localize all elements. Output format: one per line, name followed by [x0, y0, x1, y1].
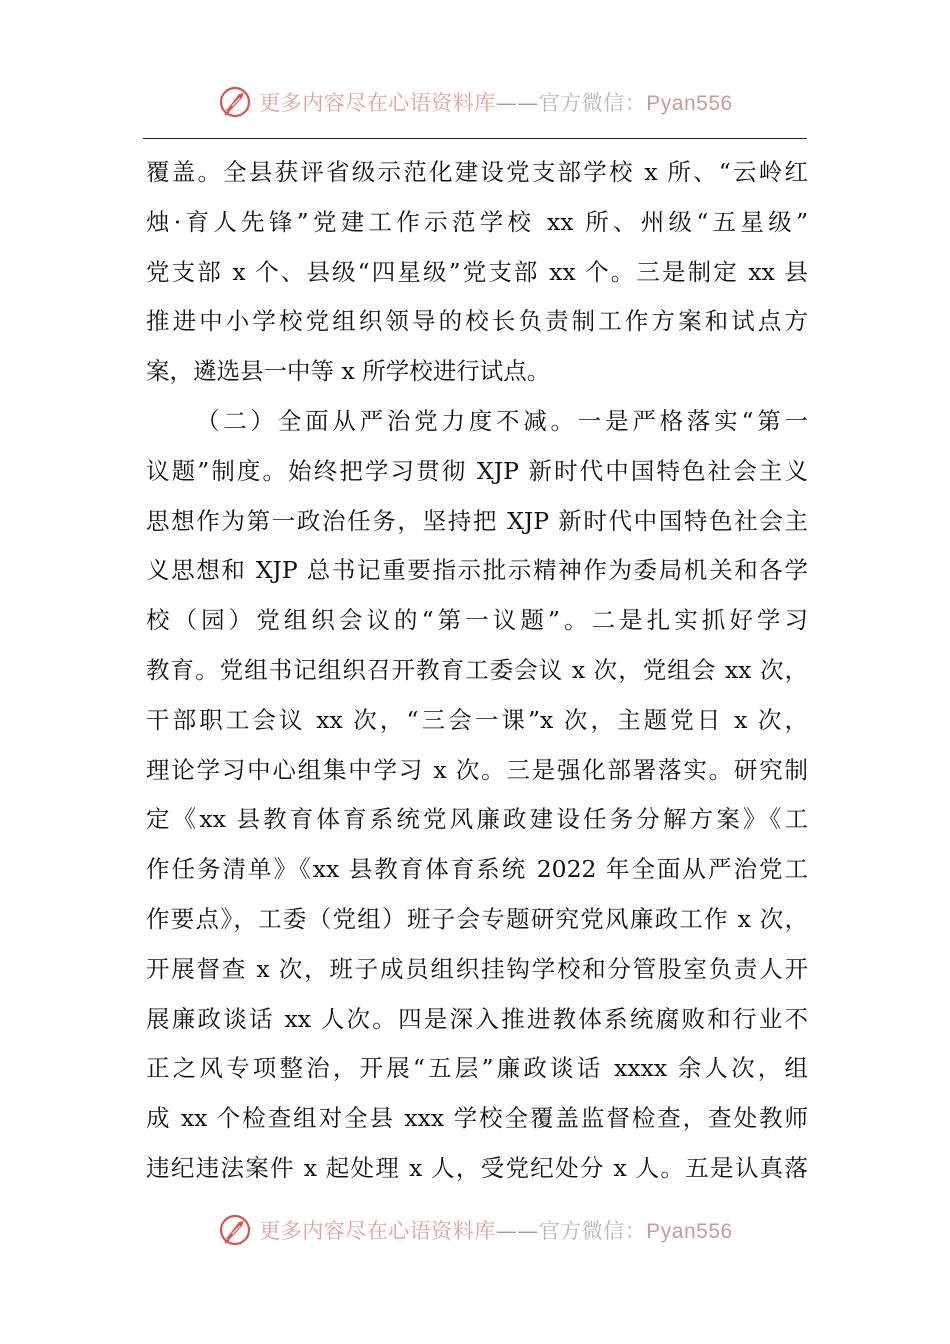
watermark-wechat-id: Pyan556 — [646, 1220, 733, 1243]
header-watermark — [0, 82, 950, 122]
text-line: 教育。党组书记组织召开教育工委会议 x 次，党组会 xx 次， — [146, 655, 808, 684]
text-line: 覆盖。全县获评省级示范化建设党支部学校 x 所、“云岭红 — [146, 158, 808, 186]
quill-logo-icon — [217, 1212, 253, 1248]
watermark-site-text: 更多内容尽在心语资料库 — [259, 91, 496, 115]
text-line: 正之风专项整治，开展“五层”廉政谈话 xxxx 余人次，组 — [146, 1054, 808, 1083]
text-line: 校（园）党组织会议的“第一议题”。二是扎实抓好学习 — [146, 606, 808, 635]
text-line: 作要点》，工委（党组）班子会专题研究党风廉政工作 x 次， — [146, 904, 808, 933]
text-line: 推进中小学校党组织领导的校长负责制工作方案和试点方 — [146, 307, 808, 336]
text-line: 违纪违法案件 x 起处理 x 人，受党纪处分 x 人。五是认真落 — [146, 1153, 808, 1182]
footer-watermark — [0, 1210, 950, 1250]
text-line: 成 xx 个检查组对全县 xxx 学校全覆盖监督检查，查处教师 — [146, 1104, 808, 1133]
text-line: 思想作为第一政治任务，坚持把 XJP 新时代中国特色社会主 — [146, 506, 808, 535]
text-line: 案，遴选县一中等 x 所学校进行试点。 — [146, 357, 551, 386]
section-heading-line: （二）全面从严治党力度不减。一是严格落实“第一 — [196, 406, 808, 435]
document-body — [146, 148, 808, 1194]
text-line: 展廉政谈话 xx 人次。四是深入推进教体系统腐败和行业不 — [146, 1004, 808, 1033]
text-line: 党支部 x 个、县级“四星级”党支部 xx 个。三是制定 xx 县 — [146, 257, 808, 286]
watermark-dash: —— — [495, 91, 539, 115]
watermark-dash: —— — [495, 1219, 539, 1243]
watermark-site-text: 更多内容尽在心语资料库 — [259, 1219, 496, 1243]
text-line: 义思想和 XJP 总书记重要指示批示精神作为委局机关和各学 — [146, 556, 808, 585]
header-rule — [143, 138, 807, 139]
text-line: 作任务清单》《xx 县教育体育系统 2022 年全面从严治党工 — [146, 855, 808, 884]
watermark-wechat-id: Pyan556 — [646, 92, 733, 115]
text-line: 理论学习中心组集中学习 x 次。三是强化部署落实。研究制 — [146, 755, 808, 784]
watermark-wechat-label: 官方微信： — [538, 91, 647, 115]
watermark-wechat-label: 官方微信： — [538, 1219, 647, 1243]
text-line: 干部职工会议 xx 次，“三会一课”x 次，主题党日 x 次， — [146, 705, 808, 734]
text-line: 定《xx 县教育体育系统党风廉政建设任务分解方案》《工 — [146, 805, 808, 834]
text-line: 烛·育人先锋”党建工作示范学校 xx 所、州级“五星级” — [146, 207, 808, 236]
quill-logo-icon — [217, 84, 253, 120]
text-line: 议题”制度。始终把学习贯彻 XJP 新时代中国特色社会主义 — [146, 456, 808, 485]
text-line: 开展督查 x 次，班子成员组织挂钩学校和分管股室负责人开 — [146, 954, 808, 983]
